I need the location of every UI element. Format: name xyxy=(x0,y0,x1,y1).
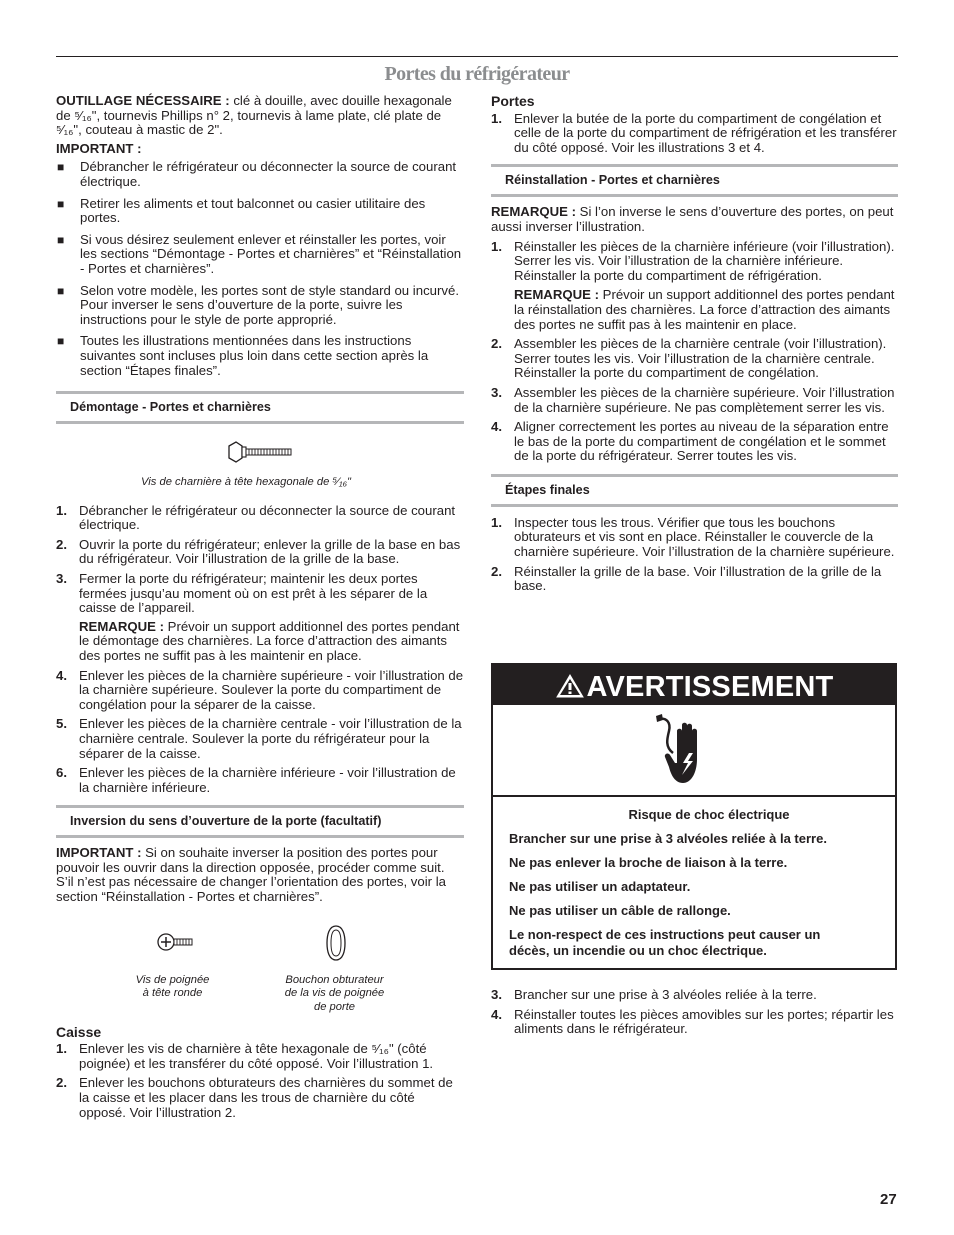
warning-icon-area xyxy=(493,705,895,797)
list-item: 1. Enlever la butée de la porte du compartiment de congélation et celle de la porte du compartiment de réfrigération et les transférer du côté opposé. Voir les illustrations 3 et 4. xyxy=(491,110,897,155)
handle-screw-caption: Vis de poignée à tête ronde xyxy=(135,973,210,1000)
inversion-paragraph: IMPORTANT : Si on souhaite inverser la position des portes pour pouvoir les ouvrir dans la direction opposée, procéder comme suit. S’il n’est pas nécessaire de changer l’orientation des portes, voir la section “Réinstallation - Portes et charnières”. xyxy=(56,845,446,905)
warning-line: Ne pas utiliser un adaptateur. xyxy=(509,879,691,894)
tools-text: clé à douille, avec douille hexagonale de ⁵⁄₁₆", tournevis Phillips n° 2, tournevis à lame plate, clé plate de ⁵⁄₁₆", couteau à mastic de 2". xyxy=(56,93,452,138)
after-warning-steps xyxy=(491,988,898,1037)
warning-header xyxy=(493,665,895,705)
list-item: 4. Enlever les pièces de la charnière supérieure - voir l’illustration de la charnière supérieure. Soulever la porte du compartiment de congélation pour la séparer de la caisse. xyxy=(56,667,464,712)
list-item: 2. Réinstaller la grille de la base. Voir l’illustration de la grille de la base. xyxy=(491,563,882,594)
portes-heading: Portes xyxy=(491,93,535,109)
section-inversion: Inversion du sens d’ouverture de la porte (facultatif) xyxy=(56,805,464,838)
warning-text xyxy=(509,807,879,959)
right-column xyxy=(491,94,898,594)
list-item: 6. Enlever les pièces de la charnière inférieure - voir l’illustration de la charnière inférieure. xyxy=(56,765,456,795)
warning-risk: Risque de choc électrique xyxy=(628,807,790,822)
list-item: 2. Assembler les pièces de la charnière centrale (voir l’illustration). Serrer toutes les vis. Voir l’illustration de la charnière centrale. Réinstaller la porte du compartiment de congélation. xyxy=(491,336,887,381)
list-item: 1. Débrancher le réfrigérateur ou déconnecter la source de courant électrique. xyxy=(56,502,456,533)
list-item: ■ Retirer les aliments et tout balconnet ou casier utilitaire des portes. xyxy=(57,195,426,226)
list-item: 4. Réinstaller toutes les pièces amovibles sur les portes; répartir les aliments dans le réfrigérateur. xyxy=(491,1006,894,1037)
list-item: ■ Si vous désirez seulement enlever et réinstaller les portes, voir les sections “Démontage - Portes et charnières” et “Réinstallation - Portes et charnières”. xyxy=(57,231,462,276)
list-item: 2. Enlever les bouchons obturateurs des charnières du sommet de la caisse et les placer dans les trous de charnière du côté opposé. Voir l’illustration 2. xyxy=(56,1075,453,1120)
page-title: Portes du réfrigérateur xyxy=(384,63,570,85)
list-item: 1. Réinstaller les pièces de la charnière inférieure (voir l’illustration). Serrer les vis. Voir l’illustration de la charnière inférieure. Réinstaller la porte du compartiment de réfrigération. REMARQUE : Prévoir un support additionnel des portes pendant la réinstallation des charnières. La force d’attraction des aimants des portes ne suffit pas à les maintenir en place. xyxy=(491,240,898,333)
section-reinstallation: Réinstallation - Portes et charnières xyxy=(491,164,898,197)
hex-screw-icon xyxy=(226,440,296,466)
step-note: REMARQUE : Prévoir un support additionnel des portes pendant la réinstallation des charnières. La force d’attraction des aimants des portes ne suffit pas à les maintenir en place. xyxy=(514,287,895,332)
hex-screw-caption: Vis de charnière à tête hexagonale de ⁵⁄₁₆" xyxy=(141,476,351,489)
list-item: 2. Ouvrir la porte du réfrigérateur; enlever la grille de la base en bas du réfrigérateur. Voir l’illustration de la grille de la base. xyxy=(56,536,461,567)
caisse-heading: Caisse xyxy=(56,1023,102,1040)
warning-line: Brancher sur une prise à 3 alvéoles reliée à la terre. xyxy=(509,831,827,846)
list-item: 4. Aligner correctement les portes au niveau de la séparation entre le bas de la porte du compartiment de congélation et le sommet de la porte du réfrigérateur. Serrer toutes les vis. xyxy=(491,419,889,464)
warning-line: Le non-respect de ces instructions peut causer un décès, un incendie ou un choc électrique. xyxy=(509,927,821,958)
reinstall-note: REMARQUE : Si l’on inverse le sens d’ouverture des portes, on peut aussi inverser l’illustration. xyxy=(491,204,894,234)
important-heading: IMPORTANT : xyxy=(56,140,142,156)
page-number: 27 xyxy=(880,1191,897,1208)
tools-paragraph xyxy=(56,94,464,138)
caisse-steps xyxy=(56,1042,464,1120)
warning-heading: AVERTISSEMENT xyxy=(586,671,834,703)
reinstall-steps xyxy=(491,240,898,464)
tools-label: OUTILLAGE NÉCESSAIRE : xyxy=(56,93,230,108)
handle-illustrations xyxy=(56,905,464,1023)
warning-line: Ne pas enlever la broche de liaison à la terre. xyxy=(509,855,788,870)
plug-cap-icon xyxy=(324,923,348,963)
round-head-screw-icon xyxy=(156,931,196,953)
step-note: REMARQUE : Prévoir un support additionnel des portes pendant le démontage des charnières. La force d’attraction des aimants des portes ne suffit pas à les maintenir en place. xyxy=(79,618,460,663)
warning-triangle-icon xyxy=(555,673,585,699)
list-item: 5. Enlever les pièces de la charnière centrale - voir l’illustration de la charnière centrale. Soulever la porte du réfrigérateur pour la séparer de la caisse. xyxy=(56,716,462,761)
list-item: ■ Débrancher le réfrigérateur ou déconnecter la source de courant électrique. xyxy=(57,159,457,189)
list-item: 3. Assembler les pièces de la charnière supérieure. Voir l’illustration de la charnière supérieure. Ne pas complètement serrer les vis. xyxy=(491,384,895,415)
list-item: ■ Toutes les illustrations mentionnées dans les instructions suivantes sont incluses plus loin dans cette section après la section “Étapes finales”. xyxy=(57,333,429,378)
list-item: ■ Selon votre modèle, les portes sont de style standard ou incurvé. Pour inverser le sens d’ouverture de la porte, suivre les instructions pour le style de porte approprié. xyxy=(57,282,459,327)
list-item: 1. Inspecter tous les trous. Vérifier que tous les bouchons obturateurs et vis sont en place. Réinstaller le couvercle de la charnière supérieure. Voir l’illustration de la charnière supérieure. xyxy=(491,514,895,560)
plug-cap-caption: Bouchon obturateur de la vis de poignée de porte xyxy=(284,973,385,1013)
top-rule xyxy=(56,56,898,57)
demontage-steps xyxy=(56,504,464,796)
warning-line: Ne pas utiliser un câble de rallonge. xyxy=(509,903,731,918)
list-item: 3. Brancher sur une prise à 3 alvéoles reliée à la terre. xyxy=(491,987,817,1002)
list-item: 3. Fermer la porte du réfrigérateur; maintenir les deux portes fermées jusqu’au moment où on est prêt à les séparer de la caisse de l’appareil. REMARQUE : Prévoir un support additionnel des portes pendant le démontage des charnières. La force d’attraction des aimants des portes ne suffit pas à les maintenir en place. xyxy=(56,572,464,664)
hex-screw-illustration xyxy=(56,424,464,476)
section-etapes-finales: Étapes finales xyxy=(491,474,898,507)
list-item: 1. Enlever les vis de charnière à tête hexagonale de ⁵⁄₁₆" (côté poignée) et les transférer du côté opposé. Voir l’illustration 1. xyxy=(56,1041,434,1071)
left-column xyxy=(56,94,464,1120)
section-demontage: Démontage - Portes et charnières xyxy=(56,391,464,424)
warning-box xyxy=(491,663,897,970)
portes-steps xyxy=(491,112,898,156)
electric-shock-hand-icon xyxy=(653,713,723,789)
bullet-list xyxy=(56,160,464,378)
final-steps xyxy=(491,516,898,594)
